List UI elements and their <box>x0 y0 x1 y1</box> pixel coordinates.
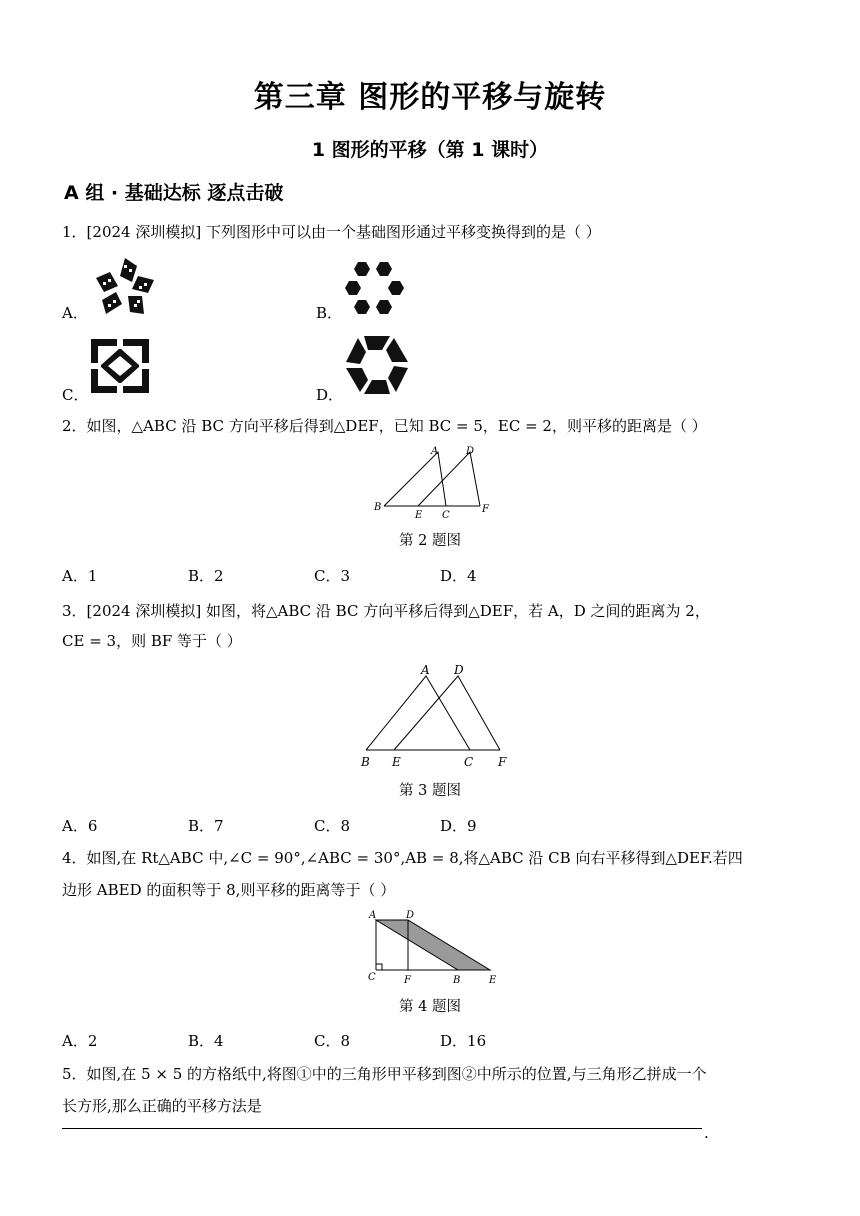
question-1-text: 1．[2024 深圳模拟] 下列图形中可以由一个基础图形通过平移变换得到的是（ ） <box>62 223 601 241</box>
lesson-subtitle: 1 图形的平移（第 1 课时） <box>311 139 549 161</box>
section-heading: A 组 · 基础达标 逐点击破 <box>64 182 284 204</box>
question-5-line-2: 长方形,那么正确的平移方法是 <box>62 1097 262 1115</box>
question-4-line-2: 边形 ABED 的面积等于 8,则平移的距离等于（ ） <box>62 881 396 899</box>
square-frame-icon <box>90 338 150 394</box>
q3-figure <box>352 658 522 770</box>
q1-option-b-label: B． <box>316 304 343 322</box>
q2-caption: 第 2 题图 <box>399 533 461 549</box>
q4-label-e: E <box>489 975 497 986</box>
q1-option-d-label: D． <box>316 386 344 404</box>
q3-option-c: C．8 <box>314 817 351 835</box>
q3-option-b: B．7 <box>188 817 224 835</box>
q2-label-a: A <box>431 446 439 457</box>
question-4-line-1: 4．如图,在 Rt△ABC 中,∠C = 90°,∠ABC = 30°,AB = 8,将△ABC 沿 CB 向右平移得到△DEF.若四 <box>62 849 743 867</box>
q5-answer-blank[interactable] <box>62 1128 702 1129</box>
q2-option-b: B．2 <box>188 567 224 585</box>
q1-option-c-label: C． <box>62 386 89 404</box>
shutter-icon <box>344 332 410 398</box>
q4-label-c: C <box>368 972 376 983</box>
q3-label-e: E <box>392 755 401 769</box>
q3-label-f: F <box>498 755 507 769</box>
q1-option-a-label: A． <box>62 304 88 322</box>
q2-label-b: B <box>374 502 382 513</box>
q3-option-a: A．6 <box>62 817 98 835</box>
q5-end-period: . <box>704 1124 709 1142</box>
question-5-line-1: 5．如图,在 5 × 5 的方格纸中,将图①中的三角形甲平移到图②中所示的位置,与三角形乙拼成一个 <box>62 1065 707 1083</box>
q4-figure <box>360 906 504 990</box>
q2-option-d: D．4 <box>440 567 477 585</box>
q3-caption: 第 3 题图 <box>399 783 461 799</box>
q2-option-a: A．1 <box>62 567 98 585</box>
q4-label-b: B <box>453 975 461 986</box>
q4-label-a: A <box>369 910 377 921</box>
question-3-line-1: 3．[2024 深圳模拟] 如图，将△ABC 沿 BC 方向平移后得到△DEF，若 A，D 之间的距离为 2， <box>62 602 710 620</box>
question-3-line-2: CE = 3，则 BF 等于（ ） <box>62 632 242 650</box>
q4-option-d: D．16 <box>440 1032 487 1050</box>
q2-label-e: E <box>415 510 423 521</box>
q4-option-a: A．2 <box>62 1032 98 1050</box>
q2-label-f: F <box>482 504 489 515</box>
q4-option-c: C．8 <box>314 1032 351 1050</box>
question-2-text: 2．如图，△ABC 沿 BC 方向平移后得到△DEF，已知 BC = 5，EC = 2，则平移的距离是（ ） <box>62 417 707 435</box>
film-strip-star-icon <box>92 256 158 318</box>
q4-option-b: B．4 <box>188 1032 224 1050</box>
q3-option-d: D．9 <box>440 817 477 835</box>
q2-label-d: D <box>466 446 475 457</box>
q2-figure <box>368 444 498 522</box>
page-title: 第三章 图形的平移与旋转 <box>253 80 607 115</box>
q3-label-b: B <box>361 755 370 769</box>
q3-label-d: D <box>454 663 464 677</box>
hexagon-ring-icon <box>344 260 406 316</box>
q4-label-f: F <box>404 975 411 986</box>
q2-label-c: C <box>442 510 450 521</box>
q4-label-d: D <box>406 910 415 921</box>
q2-option-c: C．3 <box>314 567 351 585</box>
q3-label-a: A <box>421 663 430 677</box>
q3-label-c: C <box>464 755 474 769</box>
q4-caption: 第 4 题图 <box>399 999 461 1015</box>
